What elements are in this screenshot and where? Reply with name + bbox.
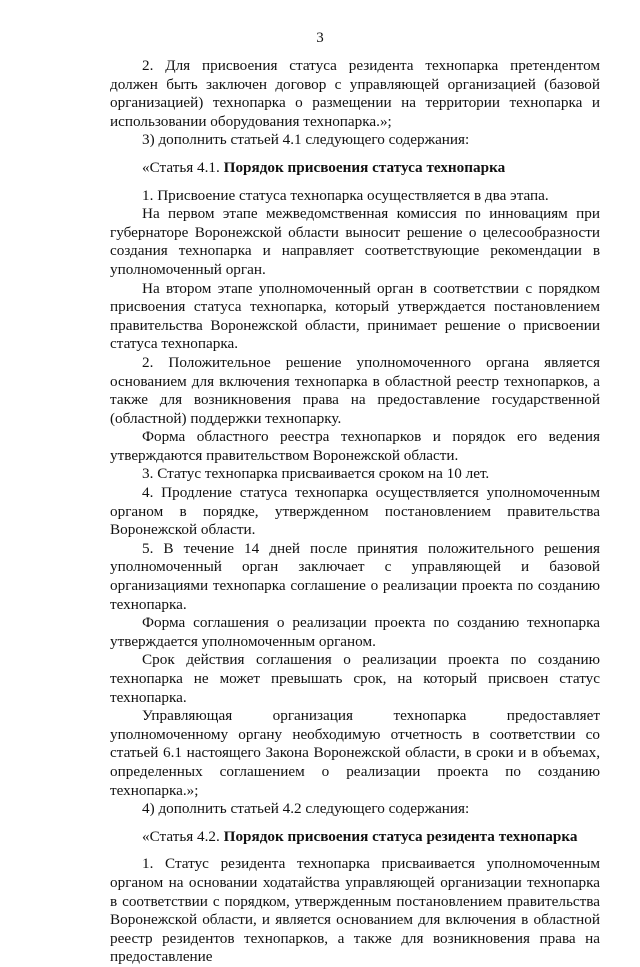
- paragraph-resident-status: 1. Статус резидента технопарка присваивается уполномоченным органом на основании ходатайства управляющей организации технопарка в соответствии с порядком, утвержденным постановлением правительства Воронежской области, и является основанием для включения в областной реестр резидентов технопарков, а также для возникновения права на предоставление: [110, 855, 600, 966]
- paragraph-amend-article-4-2: 4) дополнить статьей 4.2 следующего содержания:: [142, 800, 470, 818]
- article-4-2-title: Порядок присвоения статуса резидента технопарка: [223, 827, 578, 845]
- paragraph-agreement-14-days: 5. В течение 14 дней после принятия положительного решения уполномоченный орган заключает с управляющей и базовой организациями технопарка соглашение о реализации проекта по созданию технопарка.: [110, 539, 600, 613]
- paragraph-agreement-term: Срок действия соглашения о реализации проекта по созданию технопарка не может превышать срок, на который присвоен статус технопарка.: [110, 651, 600, 706]
- paragraph-two-stages: 1. Присвоение статуса технопарка осуществляется в два этапа.: [142, 186, 549, 204]
- article-4-1-heading: [110, 159, 600, 178]
- article-4-2-number: «Статья 4.2.: [142, 827, 224, 845]
- paragraph-reporting: Управляющая организация технопарка предоставляет уполномоченному органу необходимую отчетность в соответствии со статьей 6.1 настоящего Закона Воронежской области, в сроки и в объемах, определенных соглашением о реализации проекта по созданию технопарка.»;: [110, 707, 600, 799]
- paragraph-resident-contract: 2. Для присвоения статуса резидента технопарка претендентом должен быть заключен договор с управляющей организацией (базовой организацией) технопарка о размещении на территории технопарка и использовании оборудования технопарка.»;: [110, 57, 600, 130]
- article-4-2-heading: [110, 828, 600, 847]
- paragraph-second-stage: На втором этапе уполномоченный орган в соответствии с порядком присвоения статуса технопарка, который утверждается постановлением правительства Воронежской области, принимает решение о присвоении статуса технопарка.: [110, 279, 600, 353]
- page-number: 3: [316, 30, 324, 46]
- article-4-1-number: «Статья 4.1.: [142, 158, 224, 176]
- paragraph-registry-form: Форма областного реестра технопарков и порядок его ведения утверждаются правительством Воронежской области.: [110, 428, 600, 464]
- paragraph-status-extension: 4. Продление статуса технопарка осуществляется уполномоченным органом в порядке, утвержденном постановлением правительства Воронежской области.: [110, 484, 600, 539]
- paragraph-first-stage: На первом этапе межведомственная комиссия по инновациям при губернаторе Воронежской области выносит решение о целесообразности создания технопарка и направляет соответствующие рекомендации в уполномоченный орган.: [110, 205, 600, 278]
- paragraph-agreement-form: Форма соглашения о реализации проекта по созданию технопарка утверждается уполномоченным органом.: [110, 614, 600, 650]
- paragraph-status-term: 3. Статус технопарка присваивается сроком на 10 лет.: [142, 465, 490, 483]
- paragraph-amend-article-4-1: 3) дополнить статьей 4.1 следующего содержания:: [142, 131, 470, 149]
- article-4-1-title: Порядок присвоения статуса технопарка: [223, 158, 506, 176]
- paragraph-positive-decision: 2. Положительное решение уполномоченного органа является основанием для включения технопарка в областной реестр технопарков, а также для возникновения права на предоставление государственной (областной) поддержки технопарку.: [110, 353, 600, 427]
